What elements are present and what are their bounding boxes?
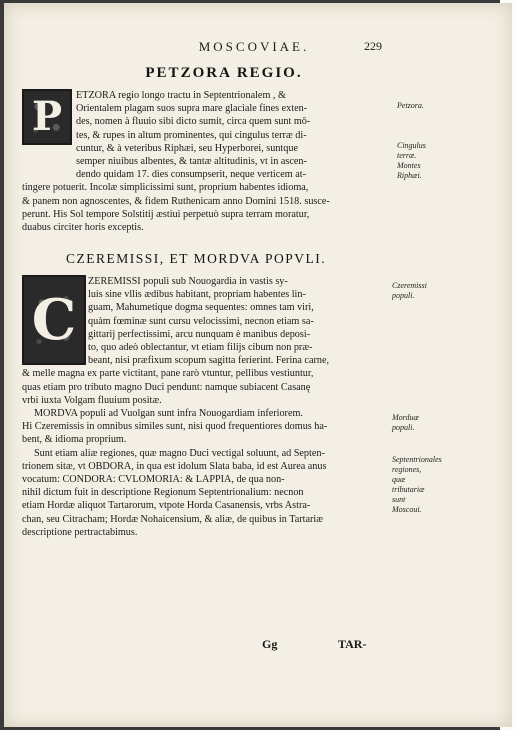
text-line: chan, seu Citracham; Hordæ Nohaicensium, & aliæ, de quibus in Tartariæ	[22, 513, 323, 525]
text-line: cuntur, & à veteribus Riphæi, seu Hyperborei, suntque	[76, 142, 298, 154]
text-line: perunt. His Sol tempore Solstitij æstiui perpetuò supra terram moratur,	[22, 208, 310, 220]
page-number: 229	[364, 39, 382, 53]
signature-mark: Gg	[262, 637, 278, 651]
text-line: Orientalem plagam suos supra mare glaciale fines exten-	[76, 103, 308, 115]
margin-note: Cingulus terræ.	[397, 141, 426, 160]
margin-note: Morduæ populi.	[392, 413, 419, 432]
text-line: semper niuibus albentes, & tantæ altitudinis, vt in ascen-	[76, 156, 307, 168]
text-line: vrbi iuxta Volgam fluuium positæ.	[22, 394, 162, 406]
text-line: gittarij perfectissimi, arcu nunquam è manibus deposi-	[88, 328, 311, 340]
margin-note: Czeremissi populi.	[392, 281, 427, 300]
text-line: to, quo adeò oblectantur, vt etiam filijs cibum non præ-	[88, 342, 313, 354]
running-title: MOSCOVIAE.	[198, 39, 310, 54]
dropcap-letter: P	[31, 93, 63, 140]
text-line: nihil dictum fuit in descriptione Regionum Septentrionalium: necnon	[22, 487, 304, 499]
text-line: beant, nisi præfixum scopum sagitta ferierint. Ferina carne,	[88, 355, 330, 367]
petzora-paragraph	[22, 89, 394, 234]
text-line: ETZORA regio longo tractu in Septentrionalem , &	[76, 90, 286, 101]
text-line: & panem non agnoscentes, & fidem Ruthenicam anno Domini 1518. susce-	[22, 195, 330, 207]
section-title-petzora: PETZORA REGIO.	[145, 65, 303, 81]
text-line: quàm fœminæ sunt cursu velocissimi, necnon etiam sa-	[88, 315, 314, 327]
margin-note: Septentrionales regiones, quæ tributariæ sunt Moscoui.	[392, 455, 442, 514]
czeremissi-paragraph	[22, 275, 394, 539]
section-title-czeremissi: CZEREMISSI, ET MORDVA POPVLI.	[66, 251, 327, 266]
text-line: des, nomen à fluuio sibi dicto sumit, circa quem sunt mō-	[76, 116, 311, 128]
text-line: guam, Mahumetique dogma sequentes: omnes tam viri,	[88, 302, 314, 314]
margin-note: Montes Riphæi.	[397, 161, 422, 180]
text-line: Hi Czeremissis in omnibus similes sunt, nisi quod frequentiores domus ha-	[22, 421, 328, 433]
text-line: vocatum: CONDORA: CVLOMORIA: & LAPPIA, de qua non-	[22, 474, 285, 486]
catchword: TAR-	[338, 637, 367, 651]
text-line: tingere potuerit. Incolæ simplicissimi sunt, proprium habentes idioma,	[22, 182, 309, 194]
margin-note: Petzora.	[397, 101, 424, 110]
text-line: Sunt etiam aliæ regiones, quæ magno Duci vectigal soluunt, ad Septen-	[34, 447, 325, 459]
text-line: bent, & idioma proprium.	[22, 434, 127, 446]
book-page	[4, 3, 512, 727]
text-line: dendo quidam 17. dies consumpserit, neque verticem at-	[76, 169, 307, 181]
text-line: duabus circiter horis exceptis.	[22, 222, 144, 234]
text-line: & melle magna ex parte victitant, pane rarò vtuntur, pellibus vestiuntur,	[22, 368, 314, 380]
text-line: ZEREMISSI populi sub Nouogardia in vastis sy-	[88, 276, 288, 287]
text-line: trionem sitæ, vt OBDORA, in qua est idolum Slata baba, id est Aurea anus	[22, 460, 327, 472]
text-line: luis sine vllis ædibus habitant, propriam habentes lin-	[88, 289, 306, 301]
text-line: etiam Hordæ aliquot Tartarorum, vtpote Horda Casanensis, vrbs Astra-	[22, 500, 311, 512]
text-line: descriptione pertractabimus.	[22, 526, 138, 538]
text-line: tes, & rupes in altum prominentes, qui cingulus terræ di-	[76, 129, 307, 141]
dropcap-letter: C	[31, 287, 77, 353]
text-line: MORDVA populi ad Vuolgan sunt infra Nouogardiam inferiorem.	[34, 408, 303, 420]
text-line: quas etiam pro tributo magno Duci pendunt: namque subiacent Casanę	[22, 381, 311, 393]
